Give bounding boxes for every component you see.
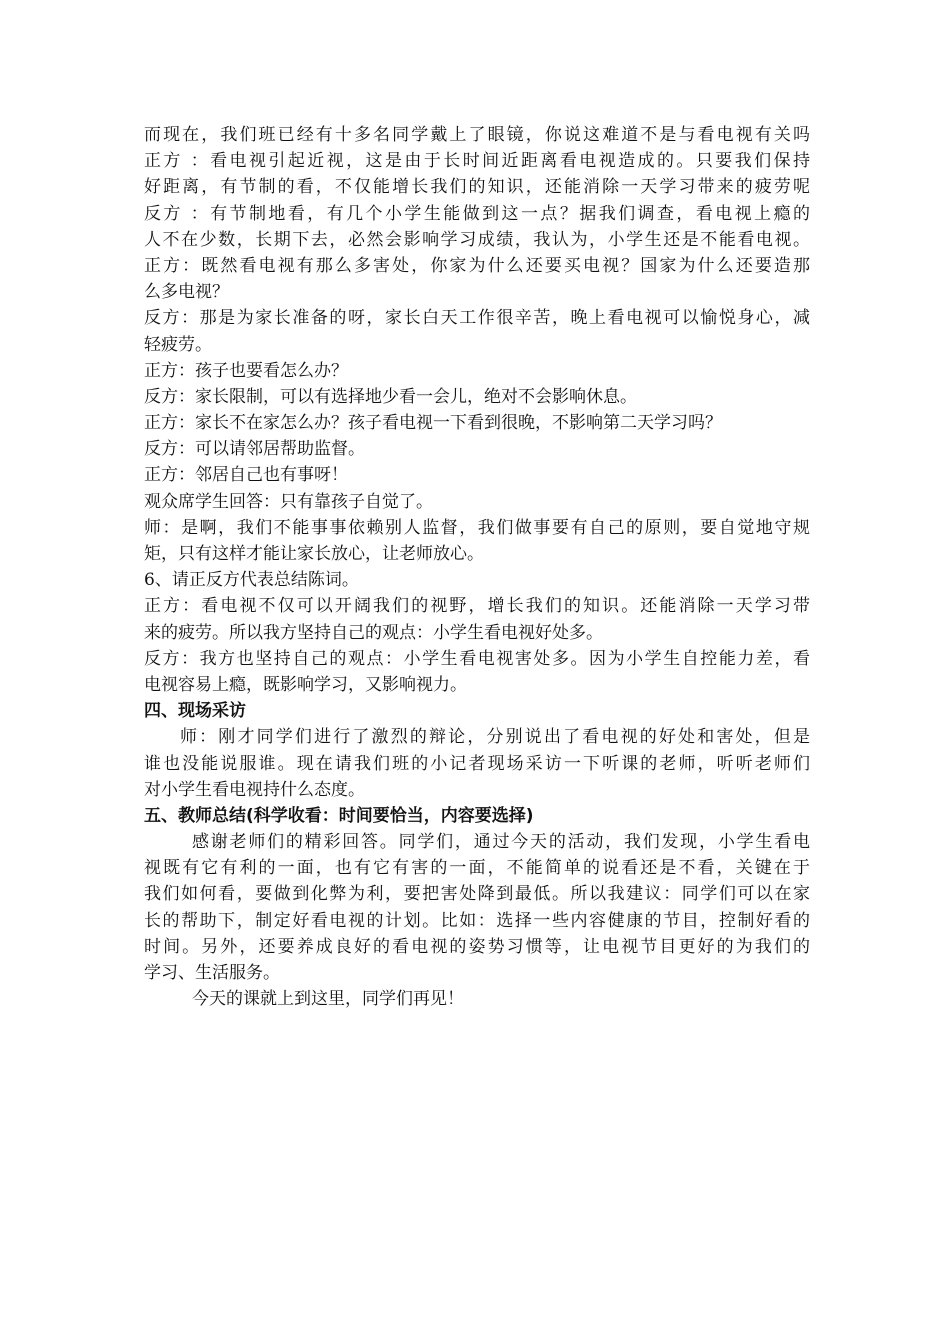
text-line: 正方：看电视不仅可以开阔我们的视野，增长我们的知识。还能消除一天学习带 bbox=[144, 596, 810, 617]
section-heading-summary: 五、教师总结(科学收看：时间要恰当，内容要选择) bbox=[144, 805, 534, 826]
text-line: 今天的课就上到这里，同学们再见！ bbox=[192, 989, 464, 1010]
text-line: 来的疲劳。所以我方坚持自己的观点：小学生看电视好处多。 bbox=[144, 622, 603, 643]
text-line: 电视容易上瘾，既影响学习，又影响视力。 bbox=[144, 674, 467, 695]
text-line: 感谢老师们的精彩回答。同学们，通过今天的活动，我们发现，小学生看电 bbox=[192, 832, 810, 853]
text-line: 学习、生活服务。 bbox=[144, 963, 280, 983]
text-line: 正方：家长不在家怎么办？孩子看电视一下看到很晚，不影响第二天学习吗？ bbox=[144, 413, 722, 434]
text-line: 6、请正反方代表总结陈词。 bbox=[144, 570, 359, 591]
text-line: 观众席学生回答：只有靠孩子自觉了。 bbox=[144, 491, 433, 512]
text-line: 好距离，有节制的看，不仅能增长我们的知识，还能消除一天学习带来的疲劳呢 bbox=[144, 177, 810, 198]
text-line: 反方：可以请邻居帮助监督。 bbox=[144, 439, 365, 460]
text-line: 反方：家长限制，可以有选择地少看一会儿，绝对不会影响休息。 bbox=[144, 386, 637, 407]
text-line: 我们如何看，要做到化弊为利，要把害处降到最低。所以我建议：同学们可以在家 bbox=[144, 884, 810, 905]
section-heading-interview: 四、现场采访 bbox=[144, 701, 246, 722]
text-line: 反方：我方也坚持自己的观点：小学生看电视害处多。因为小学生自控能力差，看 bbox=[144, 648, 810, 669]
text-line: 正方：既然看电视有那么多害处，你家为什么还要买电视？国家为什么还要造那 bbox=[144, 255, 810, 276]
text-line: 而现在，我们班已经有十多名同学戴上了眼镜，你说这难道不是与看电视有关吗 bbox=[144, 125, 810, 145]
text-line: 么多电视？ bbox=[144, 282, 229, 303]
text-line: 师：是啊，我们不能事事依赖别人监督，我们做事要有自己的原则，要自觉地守规 bbox=[144, 517, 810, 538]
text-line: 师：刚才同学们进行了激烈的辩论，分别说出了看电视的好处和害处，但是 bbox=[180, 727, 810, 748]
text-line: 轻疲劳。 bbox=[144, 334, 212, 355]
text-line: 谁也没能说服谁。现在请我们班的小记者现场采访一下听课的老师，听听老师们 bbox=[144, 753, 810, 774]
text-line: 正方：邻居自己也有事呀！ bbox=[144, 465, 348, 486]
text-line: 正方 ：看电视引起近视，这是由于长时间近距离看电视造成的。只要我们保持 bbox=[144, 151, 810, 172]
text-line: 长的帮助下，制定好看电视的计划。比如：选择一些内容健康的节目，控制好看的 bbox=[144, 910, 810, 931]
text-line: 反方：那是为家长准备的呀，家长白天工作很辛苦，晚上看电视可以愉悦身心，减 bbox=[144, 308, 810, 329]
text-line: 矩，只有这样才能让家长放心，让老师放心。 bbox=[144, 544, 484, 564]
text-line: 时间。另外，还要养成良好的看电视的姿势习惯等，让电视节目更好的为我们的 bbox=[144, 936, 810, 957]
text-line: 视既有它有利的一面，也有它有害的一面，不能简单的说看还是不看，关键在于 bbox=[144, 858, 810, 879]
text-line: 正方：孩子也要看怎么办？ bbox=[144, 360, 348, 381]
text-line: 人不在少数，长期下去，必然会影响学习成绩，我认为，小学生还是不能看电视。 bbox=[144, 229, 810, 250]
text-line: 对小学生看电视持什么态度。 bbox=[144, 779, 365, 800]
text-line: 反方 ：有节制地看，有几个小学生能做到这一点？据我们调查，看电视上瘾的 bbox=[144, 203, 810, 224]
document-body bbox=[144, 122, 810, 1012]
